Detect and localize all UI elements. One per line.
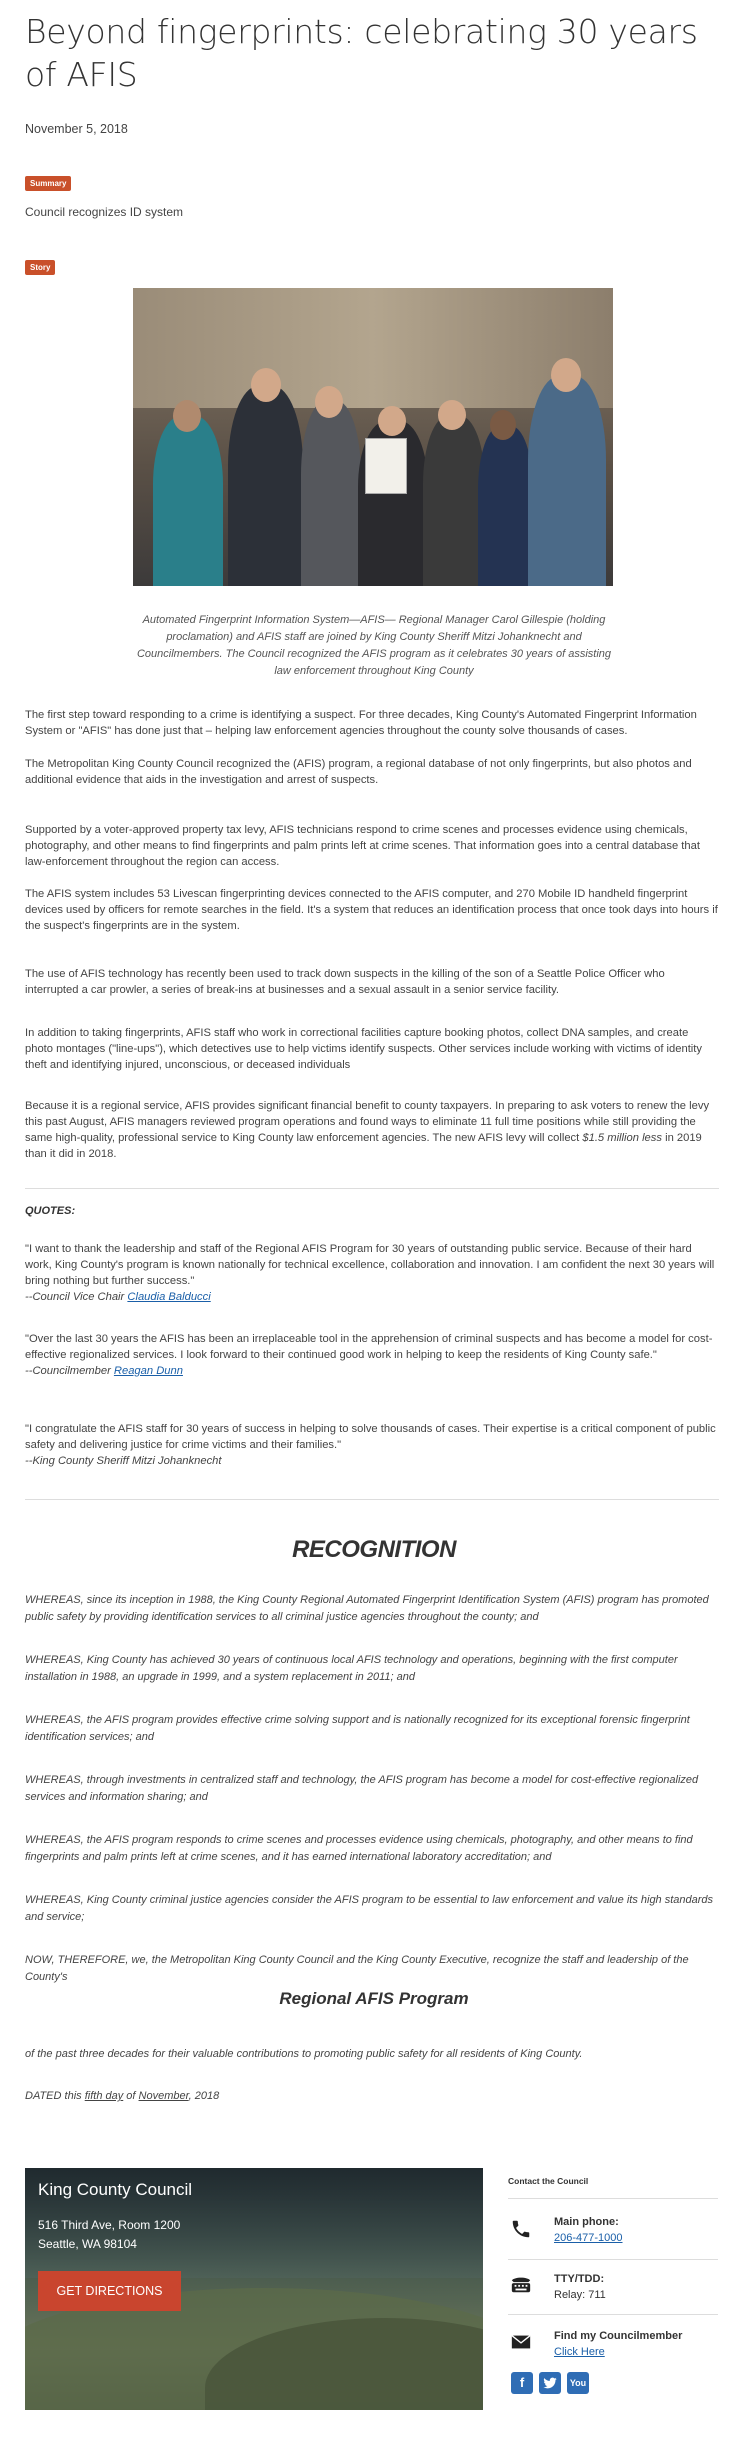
get-directions-button[interactable]: GET DIRECTIONS xyxy=(38,2271,181,2311)
envelope-icon xyxy=(510,2331,532,2353)
whereas-clause: WHEREAS, the AFIS program responds to crime scenes and processes evidence using chemicals, photography, and other means to find fingerprints and palm prints left at crime scenes, and it has earned international laboratory accreditation; and xyxy=(25,1834,693,1863)
twitter-icon[interactable] xyxy=(539,2372,561,2394)
whereas-clause: WHEREAS, through investments in centralized staff and technology, the AFIS program has become a model for cost-effective regionalized services and information sharing; and xyxy=(25,1774,699,1803)
paragraph: The AFIS system includes 53 Livescan fingerprinting devices connected to the AFIS computer, and 270 Mobile ID handheld fingerprint devices used by officers for remote searches in the field. It's a system that reduces an identification process that once took days into hours if the suspect's fingerprints are in the system. xyxy=(25,888,718,932)
summary-text: Council recognizes ID system xyxy=(25,205,184,219)
council-name: King County Council xyxy=(38,2180,193,2199)
youtube-icon[interactable]: You xyxy=(567,2372,589,2394)
quote: "Over the last 30 years the AFIS has been an irreplaceable tool in the apprehension of criminal suspects and has become a model for cost-effective regionalized services. I look forward to their continued good work in helping to keep the residents of King County safe." --Councilmember Reagan Dunn xyxy=(25,1333,713,1377)
program-name: Regional AFIS Program xyxy=(279,1989,469,2008)
claudia-balducci-link[interactable]: Claudia Balducci xyxy=(127,1291,211,1303)
story-badge: Story xyxy=(25,260,55,275)
facebook-icon[interactable]: f xyxy=(511,2372,533,2394)
quotes-label: QUOTES: xyxy=(25,1205,76,1217)
quote: "I want to thank the leadership and staff of the Regional AFIS Program for 30 years of outstanding public service. Because of their hard work, King County's program is known nationally for technical excellence, collaboration and innovation. I am confident the next 30 years will bring nothing but further success." --Council Vice Chair Claudia Balducci xyxy=(25,1243,715,1303)
tty-label: TTY/TDD: xyxy=(554,2273,605,2285)
paragraph: In addition to taking fingerprints, AFIS staff who work in correctional facilities capture booking photos, collect DNA samples, and create photo montages ("line-ups"), which detectives use to help victims identify suspects. Other services include working with victims of identity theft and identifying injured, unconscious, or deceased individuals xyxy=(25,1027,702,1071)
divider xyxy=(508,2198,718,2199)
article-title: Beyond fingerprints: celebrating 30 years of AFIS xyxy=(25,12,698,94)
recognition-heading: RECOGNITION xyxy=(292,1536,456,1563)
council-address: 516 Third Ave, Room 1200 Seattle, WA 98104 xyxy=(38,2218,181,2251)
paragraph: The use of AFIS technology has recently been used to track down suspects in the killing of the son of a Seattle Police Officer who interrupted a car prowler, a series of break-ins at businesses and a sexual assault in a senior service facility. xyxy=(25,968,665,996)
dated-day: fifth day xyxy=(84,2090,124,2102)
article-date: November 5, 2018 xyxy=(25,122,128,136)
find-councilmember-label: Find my Councilmember xyxy=(554,2330,683,2342)
council-location-card xyxy=(25,2168,483,2410)
divider xyxy=(25,1188,719,1189)
summary-badge: Summary xyxy=(25,176,71,191)
paragraph: The first step toward responding to a crime is identifying a suspect. For three decades, King County's Automated Fingerprint Information System or "AFIS" has done just that – helping law enforcement agencies throughout the county solve thousands of cases. xyxy=(25,709,697,737)
main-phone-label: Main phone: xyxy=(554,2216,619,2228)
dated-month: November xyxy=(138,2090,189,2102)
dated-line: DATED this fifth day of November, 2018 xyxy=(25,2090,220,2102)
photo-caption: Automated Fingerprint Information System—AFIS— Regional Manager Carol Gillespie (holding proclamation) and AFIS staff are joined by King County Sheriff Mitzi Johanknecht and Councilmembers. The Council recognized the AFIS program as it celebrates 30 years of assisting law enforcement throughout King County xyxy=(136,614,612,677)
whereas-clause: WHEREAS, King County has achieved 30 years of continuous local AFIS technology and operations, beginning with the first computer installation in 1988, an upgrade in 1999, and a system replacement in 2011; and xyxy=(25,1654,678,1683)
closing-clause: of the past three decades for their valuable contributions to promoting public safety for all residents of King County. xyxy=(25,2048,583,2060)
tty-icon xyxy=(510,2273,532,2295)
divider xyxy=(25,1499,719,1500)
contact-heading: Contact the Council xyxy=(508,2176,589,2186)
whereas-clause: WHEREAS, the AFIS program provides effective crime solving support and is nationally recognized for its exceptional forensic fingerprint identification services; and xyxy=(25,1714,690,1743)
paragraph: Supported by a voter-approved property tax levy, AFIS technicians respond to crime scenes and processes evidence using chemicals, photography, and other means to find fingerprints and palm prints left at crime scenes. That information goes into a central database that law-enforcement throughout the region can access. xyxy=(25,824,700,868)
find-councilmember-link[interactable]: Click Here xyxy=(554,2346,605,2358)
whereas-clause: NOW, THEREFORE, we, the Metropolitan King County Council and the King County Executive, recognize the staff and leadership of the County's xyxy=(25,1954,689,1983)
divider xyxy=(508,2259,718,2260)
paragraph: The Metropolitan King County Council recognized the (AFIS) program, a regional database of not only fingerprints, but also photos and additional evidence that aids in the investigation and arrest of suspects. xyxy=(25,758,692,786)
main-phone-link[interactable]: 206-477-1000 xyxy=(554,2232,623,2244)
quote: "I congratulate the AFIS staff for 30 years of success in helping to solve thousands of cases. Their expertise is a critical component of public safety and delivering justice for crime victims and their families." --King County Sheriff Mitzi Johanknecht xyxy=(25,1423,716,1467)
tty-value: Relay: 711 xyxy=(554,2289,606,2301)
reagan-dunn-link[interactable]: Reagan Dunn xyxy=(113,1365,183,1377)
whereas-clause: WHEREAS, since its inception in 1988, the King County Regional Automated Fingerprint Identification System (AFIS) program has promoted public safety by providing identification services to all criminal justice agencies throughout the county; and xyxy=(25,1594,709,1623)
phone-icon xyxy=(510,2218,532,2240)
divider xyxy=(508,2314,718,2315)
group-photo xyxy=(133,288,613,586)
whereas-clause: WHEREAS, King County criminal justice agencies consider the AFIS program to be essential to law enforcement and value its high standards and service; xyxy=(25,1894,714,1923)
levy-paragraph: Because it is a regional service, AFIS provides significant financial benefit to county taxpayers. In preparing to ask voters to renew the levy this past August, AFIS managers reviewed program operations and found ways to eliminate 11 full time positions while still providing the same high-quality, professional service to King County law enforcement agencies. The new AFIS levy will collect $1.5 million less in 2019 than it did in 2018. xyxy=(25,1100,710,1160)
